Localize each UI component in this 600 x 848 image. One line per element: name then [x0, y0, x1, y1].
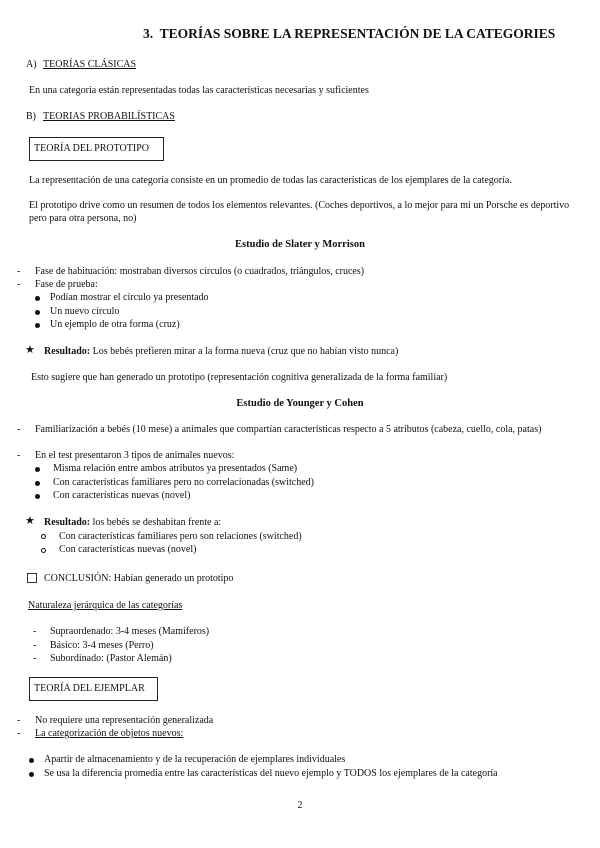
ring-bullet — [41, 534, 46, 539]
younger-result-label: Resultado: — [44, 517, 91, 528]
star-icon: ★ — [25, 515, 35, 527]
checkbox-icon — [27, 573, 37, 583]
section-a-letter: A) — [26, 59, 37, 70]
slater-result-label: Resultado: — [44, 346, 91, 357]
slater-prueba: Fase de prueba: — [35, 279, 98, 290]
dash-marker: - — [17, 728, 21, 739]
dash-marker: - — [17, 715, 21, 726]
paragraph-promedio: La representación de una categoría consiste en un promedio de todas las características de los ejemplares de la categoría. — [29, 175, 512, 186]
jerarquia-item-2: Básico: 3-4 meses (Perro) — [50, 640, 154, 651]
heading-text: TEORÍAS SOBRE LA REPRESENTACIÓN DE LA CATEGORIES — [159, 26, 556, 41]
dash-marker: - — [17, 424, 21, 435]
prototipo-box: TEORÍA DEL PROTOTIPO — [29, 137, 164, 161]
slater-habituacion: Fase de habituación: mostraban diversos círculos (o cuadrados, triángulos, cruces) — [35, 266, 365, 277]
bullet-dot — [35, 323, 40, 328]
younger-result-text: los bebés se deshabitan frente a: — [90, 517, 222, 528]
slater-result — [44, 345, 398, 358]
page-number: 2 — [297, 800, 303, 811]
jerarquia-item-1: Supraordenado: 3-4 meses (Mamíferos) — [50, 626, 210, 637]
younger-title: Estudio de Younger y Cohen — [236, 398, 364, 409]
slater-bullet-3: Un ejemplo de otra forma (cruz) — [50, 319, 180, 330]
younger-bullet-1: Misma relación entre ambos atributos ya presentados (Same) — [53, 463, 298, 474]
ejemplar-bullet-2: Se usa la diferencia promedia entre las características del nuevo ejemplo y TODOS los ejemplares de la categoría — [44, 768, 498, 779]
bullet-dot — [29, 772, 34, 777]
younger-ring-1: Con características familiares pero son relaciones (switched) — [59, 531, 302, 542]
younger-bullet-3: Con características nuevas (novel) — [53, 490, 191, 501]
section-b-letter: B) — [26, 111, 36, 122]
slater-title: Estudio de Slater y Morrison — [235, 239, 365, 250]
section-a-text: En una categoría están representadas todas las características necesarias y suficientes — [29, 85, 369, 96]
bullet-dot — [35, 296, 40, 301]
younger-result — [44, 516, 221, 529]
ejemplar-dash-1: No requiere una representación generalizada — [35, 715, 214, 726]
heading-number: 3. — [143, 26, 154, 41]
dash-marker: - — [17, 279, 21, 290]
younger-familiarizacion: Familiarización a bebés (10 mese) a animales que compartían características respecto a 5 atributos (cabeza, cuello, cola, patas) — [35, 424, 542, 435]
younger-bullet-2: Con características familiares pero no correlacionadas (switched) — [53, 477, 314, 488]
star-icon: ★ — [25, 344, 35, 356]
younger-conclusion: CONCLUSIÓN: Habían generado un prototipo — [44, 573, 234, 584]
dash-marker: - — [33, 653, 37, 664]
paragraph-prototipo: El prototipo drive como un resumen de todos los elementos relevantes. (Coches deportivos, a lo mejor para mi un Porsche es deportivo pero para otra persona, no) — [29, 200, 570, 224]
younger-ring-2: Con características nuevas (novel) — [59, 544, 197, 555]
ejemplar-box: TEORÍA DEL EJEMPLAR — [29, 677, 158, 701]
slater-bullet-1: Podían mostrar el círculo ya presentado — [50, 292, 209, 303]
section-a-label: TEORÍAS CLÁSICAS — [43, 59, 137, 70]
section-b-label: TEORIAS PROBABILÍSTICAS — [43, 111, 175, 122]
younger-test: En el test presentaron 3 tipos de animales nuevos: — [35, 450, 235, 461]
slater-bullet-2: Un nuevo círculo — [50, 306, 120, 317]
dash-marker: - — [33, 640, 37, 651]
bullet-dot — [35, 481, 40, 486]
bullet-dot — [29, 758, 34, 763]
slater-result-text: Los bebés prefieren mirar a la forma nueva (cruz que no habían visto nunca) — [90, 346, 399, 357]
bullet-dot — [35, 467, 40, 472]
dash-marker: - — [17, 266, 21, 277]
bullet-dot — [35, 310, 40, 315]
bullet-dot — [35, 494, 40, 499]
jerarquia-item-3: Subordinado: (Pastor Alemán) — [50, 653, 172, 664]
ring-bullet — [41, 548, 46, 553]
slater-conclusion: Esto sugiere que han generado un prototipo (representación cognitiva generalizada de la forma familiar) — [31, 372, 448, 383]
dash-marker: - — [17, 450, 21, 461]
ejemplar-bullet-1: Apartir de almacenamiento y de la recuperación de ejemplares individuales — [44, 754, 346, 765]
jerarquia-title: Naturaleza jerárquica de las categorías — [28, 600, 183, 611]
ejemplar-dash-2: La categorización de objetos nuevos: — [35, 728, 184, 739]
dash-marker: - — [33, 626, 37, 637]
section-heading — [143, 27, 555, 40]
